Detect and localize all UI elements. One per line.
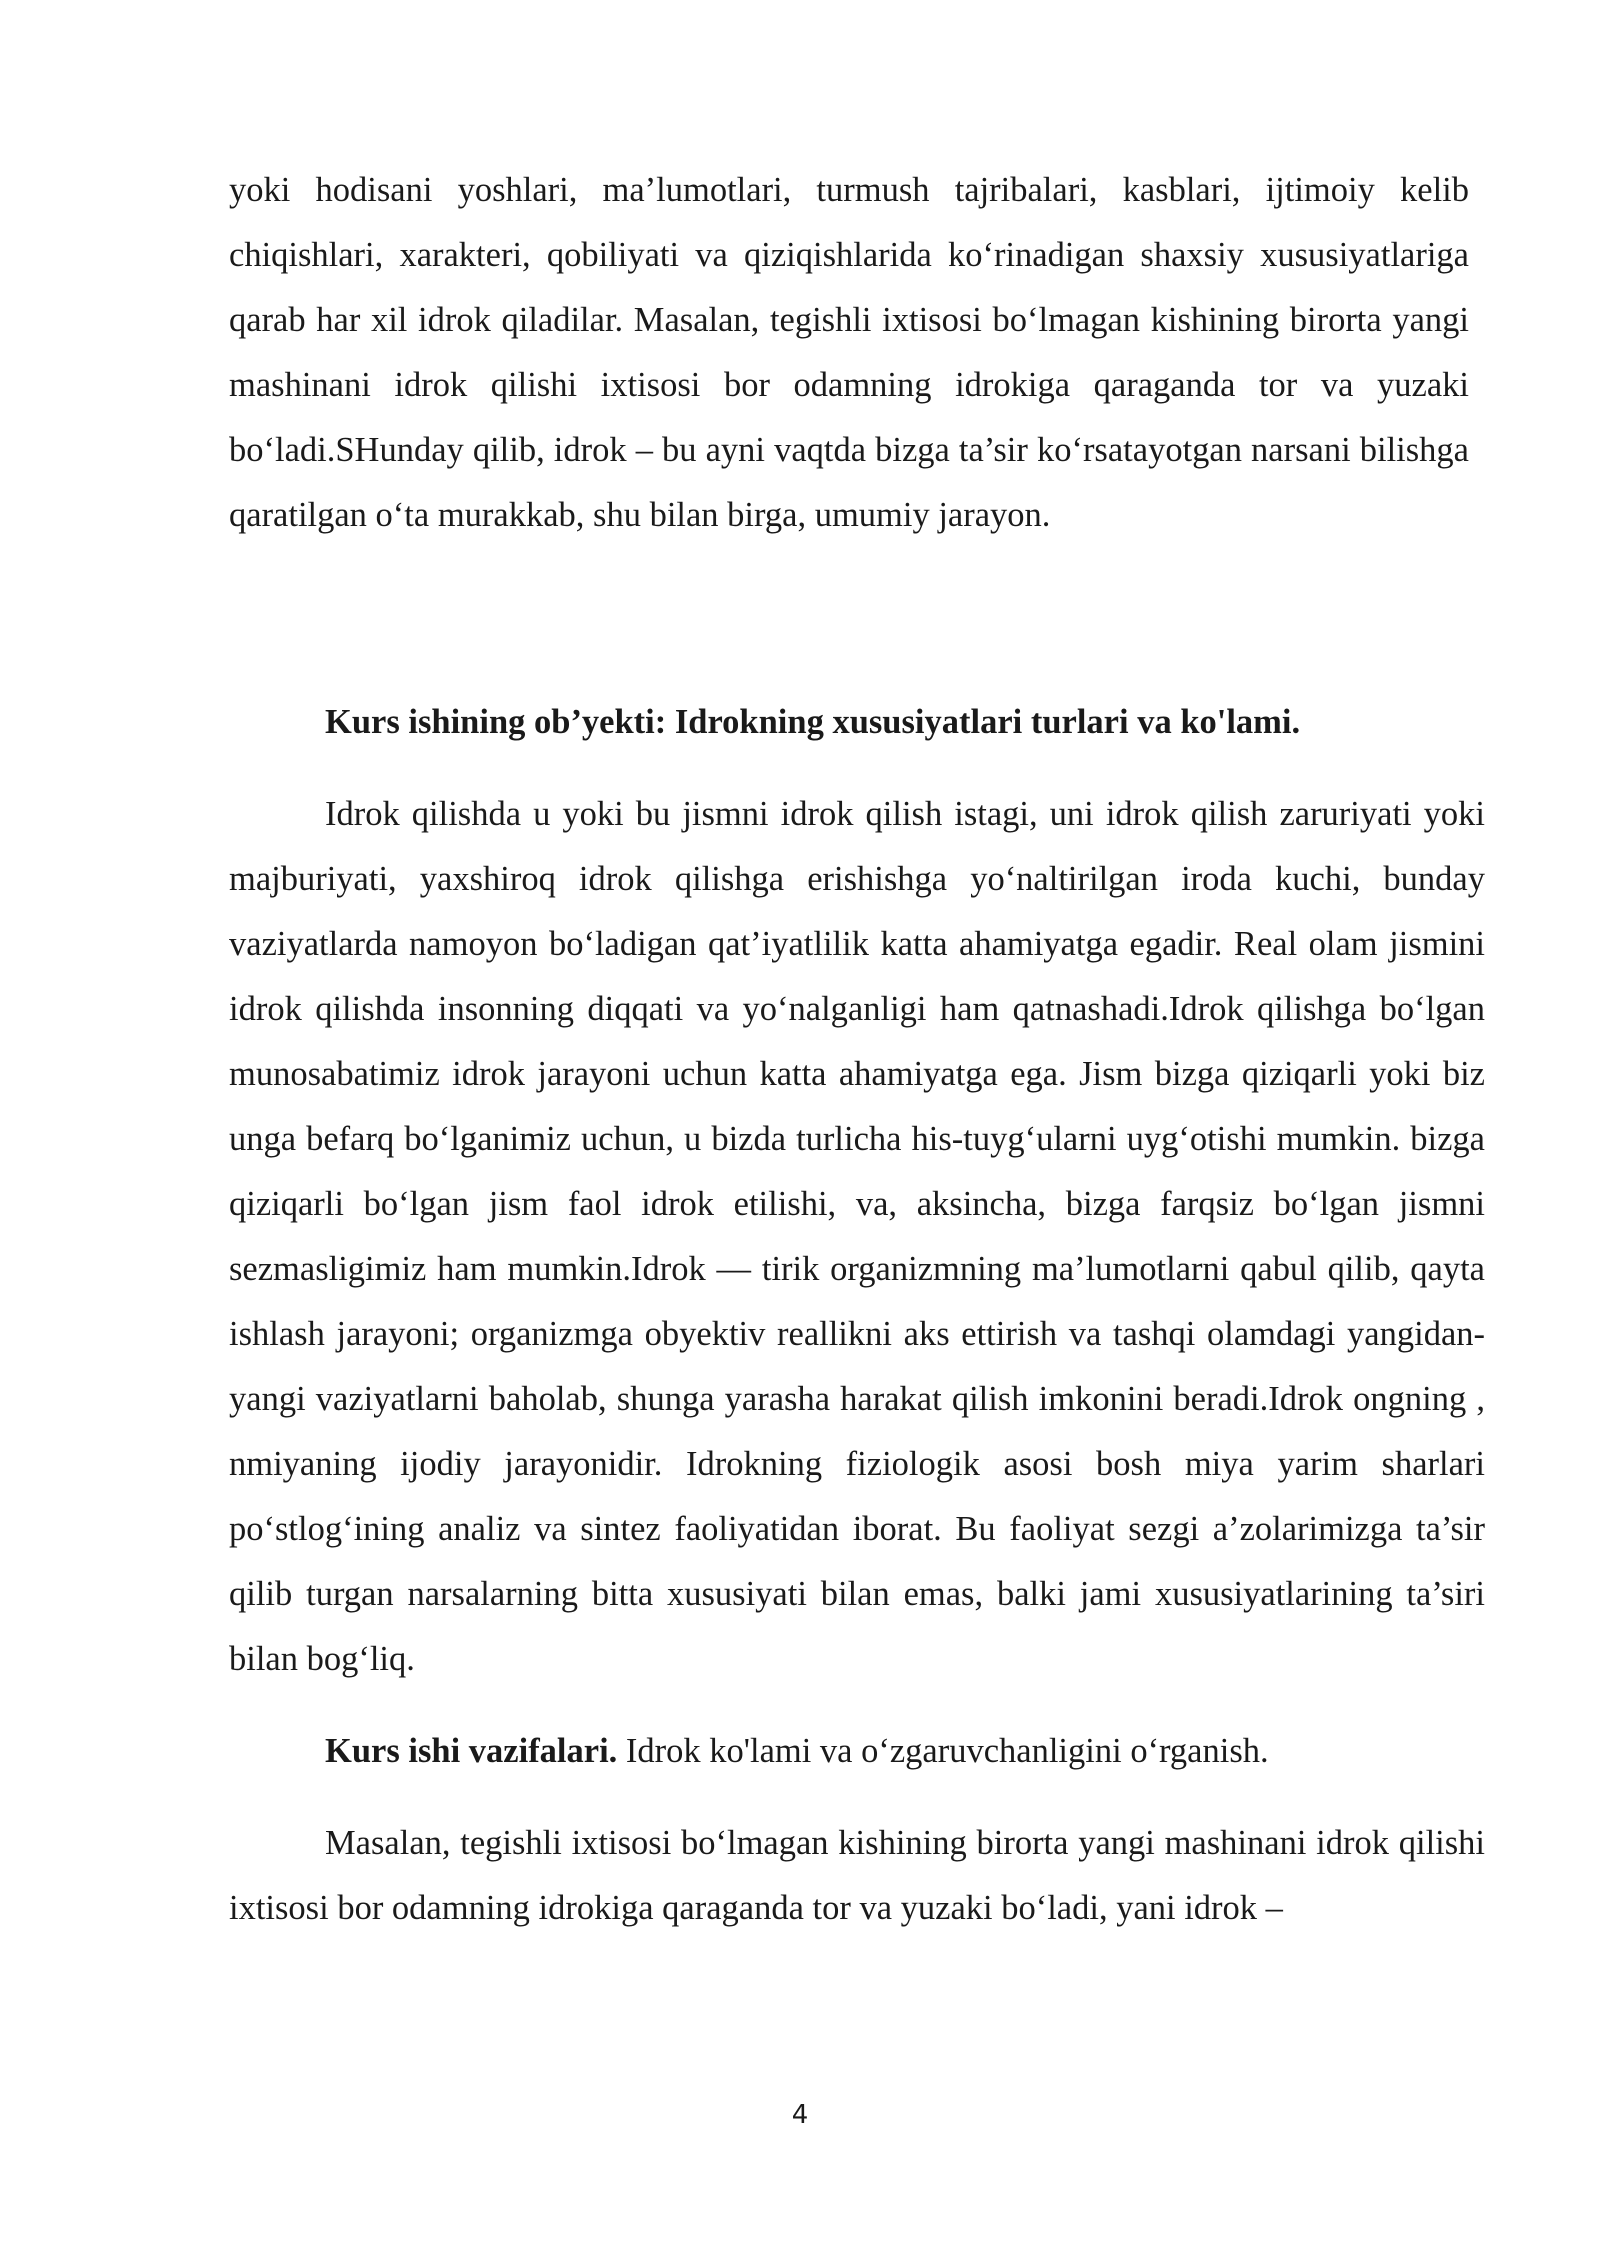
section-heading-object: Kurs ishining ob’yekti: Idrokning xususiyatlari turlari va ko'lami. <box>325 703 1301 741</box>
tasks-text: Idrok ko'lami va o‘zgaruvchanligini o‘rganish. <box>617 1732 1269 1770</box>
document-page <box>229 158 1485 1941</box>
paragraph-perception: Idrok qilishda u yoki bu jismni idrok qilish istagi, uni idrok qilish zaruriyati yoki majburiyati, yaxshiroq idrok qilishga erishishga yo‘naltirilgan iroda kuchi, bunday vaziyatlarda namoyon bo‘ladigan qat’iyatlilik katta ahamiyatga egadir. Real olam jismini idrok qilishda insonning diqqati va yo‘nalganligi ham qatnashadi.Idrok qilishga bo‘lgan munosabatimiz idrok jarayoni uchun katta ahamiyatga ega. Jism bizga qiziqarli yoki biz unga befarq bo‘lganimiz uchun, u bizda turlicha his-tuyg‘ularni uyg‘otishi mumkin. bizga qiziqarli bo‘lgan jism faol idrok etilishi, va, aksincha, bizga farqsiz bo‘lgan jismni sezmasligimiz ham mumkin.Idrok — tirik organizmning ma’lumotlarni qabul qilib, qayta ishlash jarayoni; organizmga obyektiv reallikni aks ettirish va tashqi olamdagi yangidan-yangi vaziyatlarni baholab, shunga yarasha harakat qilish imkonini beradi.Idrok ongning , nmiyaning ijodiy jarayonidir. Idrokning fiziologik asosi bosh miya yarim sharlari po‘stlog‘ining analiz va sintez faoliyatidan iborat. Bu faoliyat sezgi a’zolarimizga ta’sir qilib turgan narsalarning bitta xususiyati bilan emas, balki jami xususiyatlarining ta’siri bilan bog‘liq. <box>229 795 1485 1678</box>
paragraph-example: Masalan, tegishli ixtisosi bo‘lmagan kishining birorta yangi mashinani idrok qilishi ixtisosi bor odamning idrokiga qaraganda tor va yuzaki bo‘ladi, yani idrok – <box>229 1824 1485 1927</box>
page-number: 4 <box>791 2100 809 2130</box>
tasks-line <box>229 1719 1485 1784</box>
paragraph-continuation: yoki hodisani yoshlari, ma’lumotlari, turmush tajribalari, kasblari, ijtimoiy kelib chiqishlari, xarakteri, qobiliyati va qiziqishlarida ko‘rinadigan shaxsiy xususiyatlariga qarab har xil idrok qiladilar. Masalan, tegishli ixtisosi bo‘lmagan kishining birorta yangi mashinani idrok qilishi ixtisosi bor odamning idrokiga qaraganda tor va yuzaki bo‘ladi.SHunday qilib, idrok – bu ayni vaqtda bizga ta’sir ko‘rsatayotgan narsani bilishga qaratilgan o‘ta murakkab, shu bilan birga, umumiy jarayon. <box>229 171 1469 534</box>
tasks-label: Kurs ishi vazifalari. <box>325 1732 618 1770</box>
